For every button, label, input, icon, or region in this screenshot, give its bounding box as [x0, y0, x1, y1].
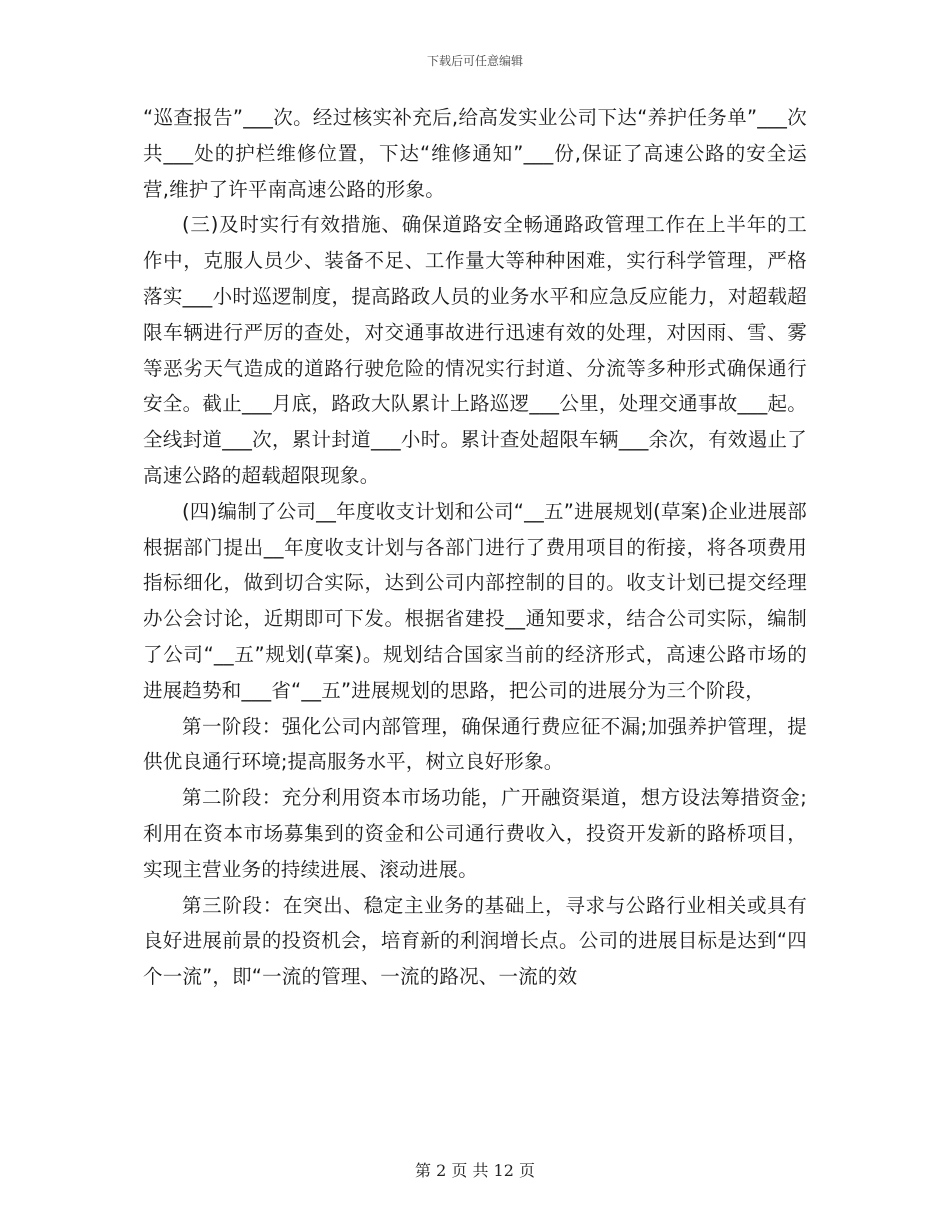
document-body — [143, 100, 807, 995]
paragraph-road-safety-measures: (三)及时实行有效措施、确保道路安全畅通路政管理工作在上半年的工作中，克服人员少、装备不足、工作量大等种种困难，实行科学管理，严格落实___小时巡逻制度，提高路政人员的业务水平和应急反应能力，对超载超限车辆进行严厉的查处，对交通事故进行迅速有效的处理，对因雨、雪、雾等恶劣天气造成的道路行驶危险的情况实行封道、分流等多种形式确保通行安全。截止___月底，路政大队累计上路巡逻___公里，处理交通事故___起。全线封道___次，累计封道___小时。累计查处超限车辆___余次，有效遏止了高速公路的超载超限现象。 — [143, 213, 807, 487]
page-number-footer: 第 2 页 共 12 页 — [415, 1161, 535, 1180]
paragraph-inspection-report: “巡查报告”___次。经过核实补充后,给高发实业公司下达“养护任务单”___次共___处的护栏维修位置，下达“维修通知”___份,保证了高速公路的安全运营,维护了许平南高速公路的形象。 — [143, 106, 807, 201]
page-header: 下载后可任意编辑 — [426, 54, 523, 68]
paragraph-stage-one: 第一阶段：强化公司内部管理，确保通行费应征不漏;加强养护管理，提供优良通行环境;提高服务水平，树立良好形象。 — [143, 714, 807, 774]
paragraph-budget-plan: (四)编制了公司__年度收支计划和公司“__五”进展规划(草案)企业进展部根据部门提出__年度收支计划与各部门进行了费用项目的衔接，将各项费用指标细化，做到切合实际，达到公司内部控制的目的。收支计划已提交经理办公会讨论，近期即可下发。根据省建投__通知要求，结合公司实际，编制了公司“__五”规划(草案)。规划结合国家当前的经济形式，高速公路市场的进展趋势和___省“__五”进展规划的思路，把公司的进展分为三个阶段， — [143, 499, 807, 702]
paragraph-stage-three: 第三阶段：在突出、稳定主业务的基础上，寻求与公路行业相关或具有良好进展前景的投资机会，培育新的利润增长点。公司的进展目标是达到“四个一流”，即“一流的管理、一流的路况、一流的效 — [143, 893, 807, 989]
paragraph-stage-two: 第二阶段：充分利用资本市场功能，广开融资渠道，想方设法筹措资金;利用在资本市场募集到的资金和公司通行费收入，投资开发新的路桥项目，实现主营业务的持续进展、滚动进展。 — [143, 786, 807, 881]
